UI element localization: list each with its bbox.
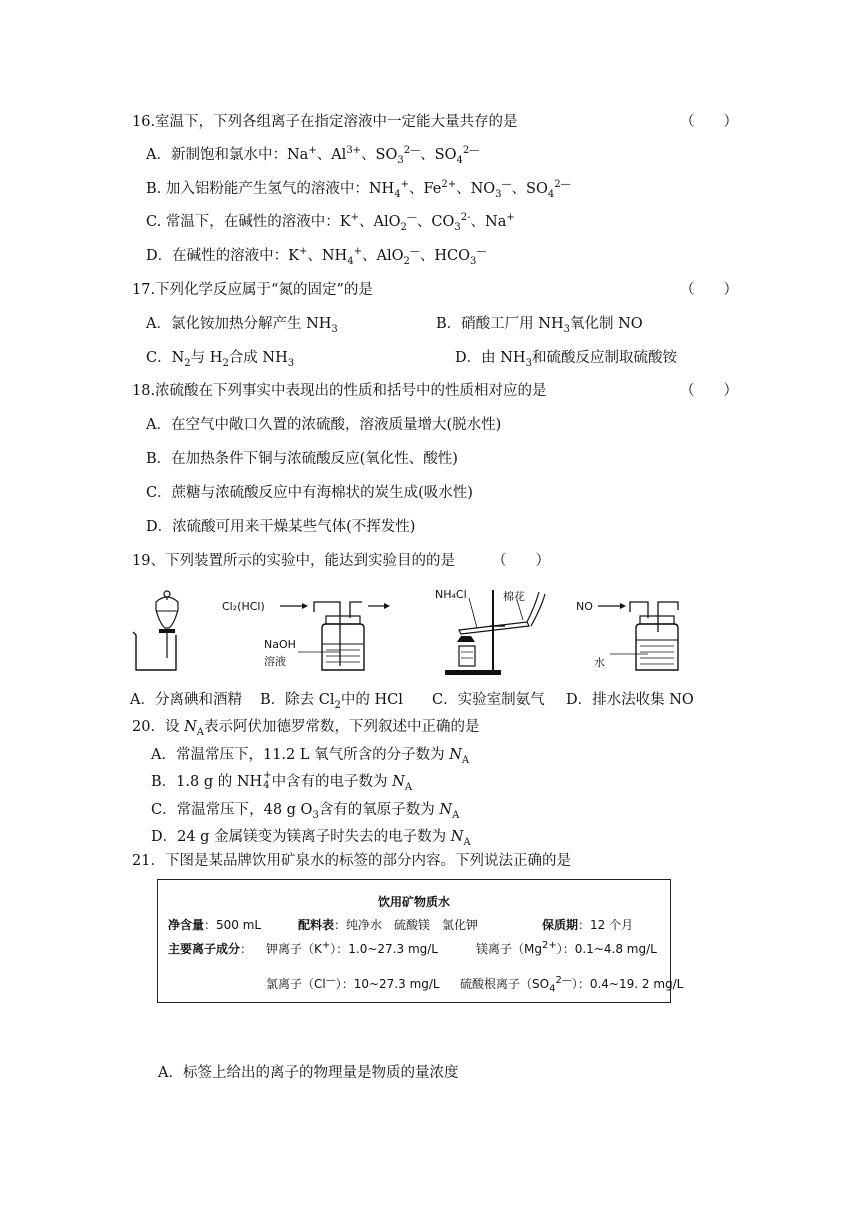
q18-option-c[interactable]: C．蔗糖与浓硫酸反应中有海棉状的炭生成(吸水性) <box>146 485 473 501</box>
q20-option-a[interactable]: A．常温常压下，11.2 L 氧气所含的分子数为 $N_A$ <box>151 747 470 766</box>
label-ions-heading: 主要离子成分： <box>168 942 253 956</box>
q20-stem: 20．设 $N_A$表示阿伏加德罗常数，下列叙述中正确的是 <box>132 719 480 738</box>
q18-option-b[interactable]: B．在加热条件下铜与浓硫酸反应(氧化性、酸性) <box>146 451 458 467</box>
q18-stem: 18.浓硫酸在下列事实中表现出的性质和括号中的性质相对应的是 <box>132 383 547 399</box>
fig-b-liquid-label-2: 溶液 <box>264 655 286 668</box>
fig-c-reagent-label: NH₄Cl <box>435 588 467 601</box>
q17-answer-paren[interactable]: （ ） <box>680 282 738 298</box>
q18-option-a[interactable]: A．在空气中敞口久置的浓硫酸，溶液质量增大(脱水性) <box>146 417 502 433</box>
q19-option-d[interactable]: D．排水法收集 NO <box>566 692 694 708</box>
q17-option-a[interactable]: A．氯化铵加热分解产生 $NH_3$ <box>146 316 338 335</box>
fig-b-gas-label: Cl₂(HCl) <box>222 600 265 613</box>
label-ion-magnesium: 镁离子$(Mg^{2+})$：0.1~4.8 mg/L <box>476 940 657 956</box>
label-ingredients: 配料表：纯净水 硫酸镁 氯化钾 <box>298 918 479 932</box>
q20-option-d[interactable]: D．24 g 金属镁变为镁离子时失去的电子数为 $N_A$ <box>151 829 471 848</box>
q18-option-d[interactable]: D．浓硫酸可用来干燥某些气体(不挥发性) <box>146 519 416 535</box>
label-ion-potassium: 钾离子（K+）：1.0~27.3 mg/L <box>266 940 438 956</box>
figure-gas-wash-naoh <box>222 588 392 674</box>
label-title: 饮用矿物质水 <box>377 895 450 909</box>
q18-answer-paren[interactable]: （ ） <box>680 383 738 399</box>
q17-option-d[interactable]: D．由 $NH_3$和硫酸反应制取硫酸铵 <box>455 350 677 369</box>
fig-c-cotton-label: 棉花 <box>503 590 525 603</box>
q21-stem: 21．下图是某品牌饮用矿泉水的标签的部分内容。下列说法正确的是 <box>132 853 571 869</box>
q17-stem: 17.下列化学反应属于“氮的固定”的是 <box>132 282 373 298</box>
q16-option-c[interactable]: C. 常温下，在碱性的溶液中：K+、AlO$_2$—、$CO_3^{2-}$、Na+ <box>146 212 515 233</box>
q19-stem: 19、下列装置所示的实验中，能达到实验目的的是 <box>132 553 455 569</box>
q17-option-b[interactable]: B．硝酸工厂用 $NH_3$氧化制 NO <box>436 316 643 335</box>
figure-water-collection <box>574 588 694 674</box>
q16-answer-paren[interactable]: （ ） <box>680 114 738 130</box>
label-net-content: 净含量：500 mL <box>168 918 262 932</box>
label-shelf-life: 保质期：12 个月 <box>542 918 634 932</box>
q21-option-a[interactable]: A．标签上给出的离子的物理量是物质的量浓度 <box>158 1065 459 1081</box>
fig-b-liquid-label-1: NaOH <box>264 638 296 651</box>
q19-option-c[interactable]: C．实验室制氨气 <box>432 692 545 708</box>
q16-stem: 16.室温下，下列各组离子在指定溶液中一定能大量共存的是 <box>132 114 518 130</box>
fig-d-gas-label: NO <box>576 600 593 613</box>
q16-option-a[interactable]: A．新制饱和氯水中：Na+、$Al^{3+}$、$SO_3^{2—}$、$SO_4^{2—}$ <box>146 145 480 166</box>
fig-d-water-label: 水 <box>594 656 605 669</box>
mineral-water-label <box>157 879 684 1003</box>
q19-answer-paren[interactable]: （ ） <box>492 553 550 569</box>
q19-option-a[interactable]: A．分离碘和酒精 <box>130 692 242 708</box>
q16-option-b[interactable]: B. 加入铝粉能产生氢气的溶液中：$NH_4^+$、$Fe^{2+}$、$NO_3^—$、$SO_4^{2—}$ <box>146 179 571 200</box>
q19-option-b[interactable]: B．除去 $Cl_2$中的 HCl <box>260 692 403 711</box>
q16-option-d[interactable]: D．在碱性的溶液中：K+、$NH_4^+$、AlO$_2$—、$HCO_3^—$ <box>146 246 487 267</box>
q17-option-c[interactable]: C．$N_2$与 $H_2$合成 $NH_3$ <box>146 350 295 369</box>
figure-ammonia-apparatus <box>435 586 555 678</box>
label-ion-sulfate: 硫酸根离子$(SO_4^{2—})$：0.4~19. 2 mg/L <box>460 975 684 995</box>
label-ion-chloride: 氯离子（Cl—）：10~27.3 mg/L <box>266 975 440 991</box>
q20-option-b[interactable]: B．1.8 g 的 NH+ 4 中含有的电子数为 $N_A$ <box>151 770 413 793</box>
figure-separatory-funnel <box>130 588 190 674</box>
q20-option-c[interactable]: C．常温常压下，48 g $O_3$含有的氧原子数为 $N_A$ <box>151 802 460 821</box>
